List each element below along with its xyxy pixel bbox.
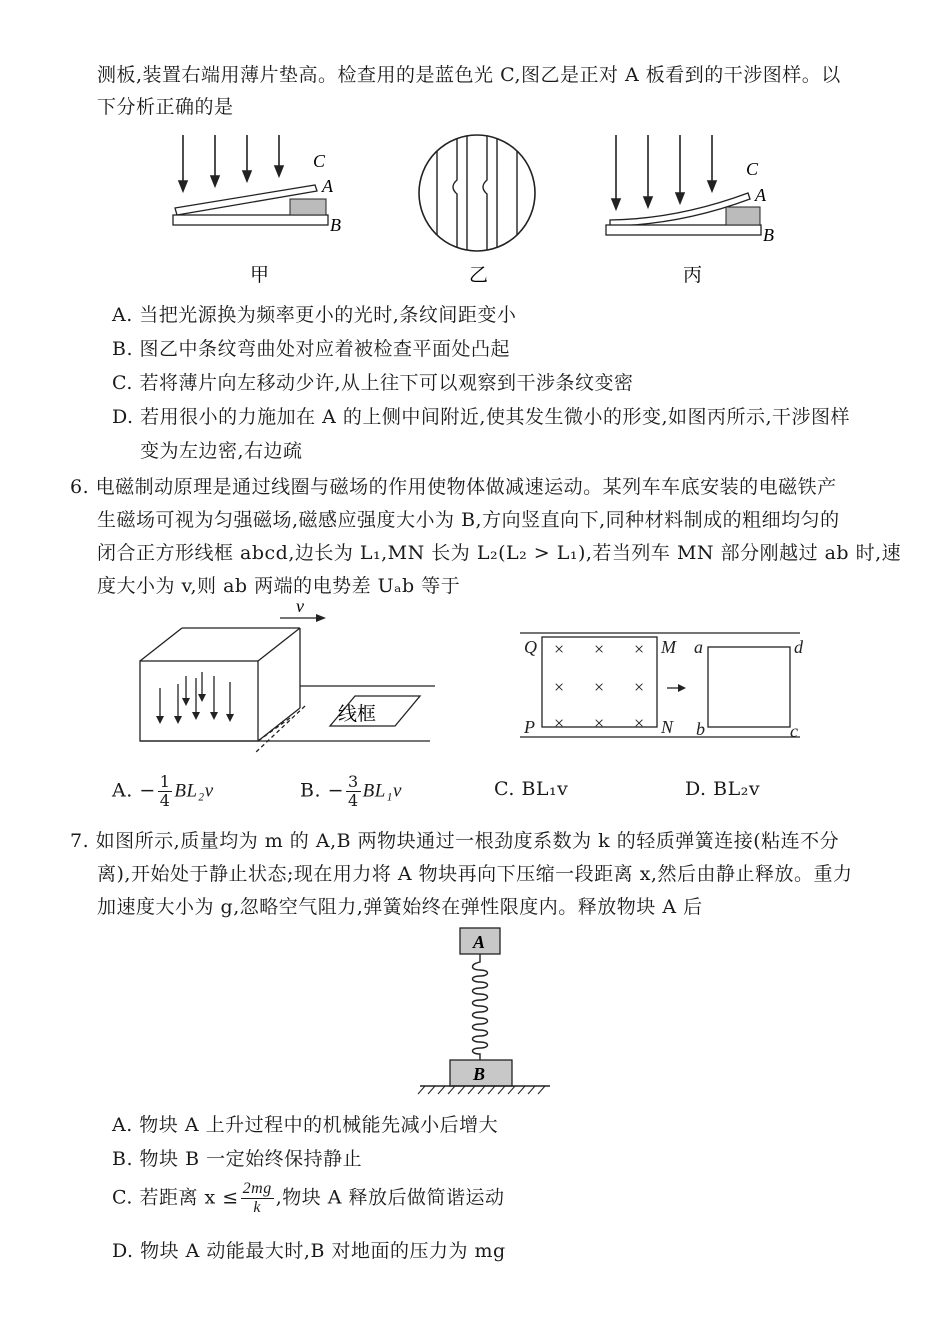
q6-option-b-tail: BL₁v [362,780,402,802]
q6-option-a-tail: BL₂v [174,780,214,802]
q6-option-a-label: A. [112,779,133,802]
cross-mark: × [594,677,605,697]
q7-option-b: B. 物块 B 一定始终保持静止 [112,1148,363,1170]
q5-bing-label-a: A [755,185,766,205]
q6-option-a-fraction [158,773,173,810]
q6-stem-line1: 6. 电磁制动原理是通过线圈与磁场的作用使物体做减速运动。某列车车底安装的电磁铁产 [70,476,837,498]
q7-stem-line3: 加速度大小为 g,忽略空气阻力,弹簧始终在弹性限度内。释放物块 A 后 [97,896,703,918]
q6-label-c: c [790,721,798,741]
cross-mark: × [634,677,645,697]
q6-stem-line3: 闭合正方形线框 abcd,边长为 L₁,MN 长为 L₂(L₂ > L₁),若当列车 MN 部分刚越过 ab 时,速 [97,542,902,564]
fraction-denominator: k [253,1199,261,1216]
q6-option-b [300,773,402,810]
fraction-denominator: 4 [347,791,359,810]
q5-option-c: C. 若将薄片向左移动少许,从上往下可以观察到干涉条纹变密 [112,372,634,394]
q5-option-d-line2: 变为左边密,右边疏 [140,440,303,462]
q6-label-q: Q [524,637,537,657]
cross-mark: × [554,639,565,659]
q5-bing-label-b: B [763,225,774,245]
q6-figure-topview [520,625,820,750]
q7-block-a-label: A [473,932,486,952]
q7-option-d: D. 物块 A 动能最大时,B 对地面的压力为 mg [112,1240,506,1262]
q6-option-b-sign: − [327,779,344,802]
q7-option-a: A. 物块 A 上升过程中的机械能先减小后增大 [112,1114,499,1136]
q5-option-d-line1: D. 若用很小的力施加在 A 的上侧中间附近,使其发生微小的形变,如图丙所示,干涉图样 [112,406,851,428]
q6-option-a-sign: − [139,779,156,802]
q6-stem-line4: 度大小为 v,则 ab 两端的电势差 Uₐb 等于 [97,575,461,597]
q5-jia-label-a: A [322,176,333,196]
q6-label-a: a [694,637,703,657]
fraction-denominator: 4 [159,791,171,810]
q6-option-c: C. BL₁v [494,778,569,800]
q6-figure-train [130,598,450,753]
fraction-numerator: 2mg [242,1180,272,1197]
q6-label-m: M [661,637,676,657]
fraction-numerator: 3 [347,772,359,791]
q7-figure-spring [415,922,555,1102]
q5-jia-label-c: C [313,151,326,171]
q6-stem-line2: 生磁场可视为匀强磁场,磁感应强度大小为 B,方向竖直向下,同种材料制成的粗细均匀的 [97,509,840,531]
q7-option-c-post: ,物块 A 释放后做简谐运动 [275,1186,505,1209]
q5-jia-label-b: B [330,215,341,235]
q5-option-b: B. 图乙中条纹弯曲处对应着被检查平面处凸起 [112,338,511,360]
q6-option-d: D. BL₂v [685,778,761,800]
q6-label-d: d [794,637,803,657]
q5-figure-yi [405,125,555,285]
cross-mark: × [634,713,645,733]
q6-option-a [112,773,214,810]
q6-velocity-label: v [296,598,304,616]
q7-option-c [112,1180,505,1217]
q7-option-c-pre: C. 若距离 x ≤ [112,1186,239,1209]
q7-stem-line2: 离),开始处于静止状态;现在用力将 A 物块再向下压缩一段距离 x,然后由静止释放。重力 [97,863,853,885]
q5-bing-label-c: C [746,159,759,179]
q6-field-crosses [554,639,644,733]
cross-mark: × [554,677,565,697]
fraction-numerator: 1 [159,772,171,791]
q6-label-p: P [524,717,535,737]
cross-mark: × [594,639,605,659]
cross-mark: × [634,639,645,659]
q6-option-b-fraction [346,773,361,810]
q6-frame-label: 线框 [338,703,377,725]
q5-figure-bing [598,125,798,285]
q7-option-c-fraction [241,1180,274,1217]
q5-caption-yi: 乙 [469,265,489,285]
q5-caption-bing: 丙 [683,265,703,285]
q7-spring [473,954,488,1060]
q5-stem-line1: 测板,装置右端用薄片垫高。检查用的是蓝色光 C,图乙是正对 A 板看到的干涉图样。以 [97,64,841,86]
q5-option-a: A. 当把光源换为频率更小的光时,条纹间距变小 [112,304,517,326]
q6-option-b-label: B. [300,779,322,802]
q5-stem-line2: 下分析正确的是 [97,96,234,118]
q7-stem-line1: 7. 如图所示,质量均为 m 的 A,B 两物块通过一根劲度系数为 k 的轻质弹簧连接(粘连不分 [70,830,840,852]
q7-ground-hatch [418,1086,545,1094]
q6-label-n: N [661,717,674,737]
cross-mark: × [554,713,565,733]
q7-block-b-label: B [473,1064,486,1084]
q6-label-b: b [696,719,705,739]
q5-caption-jia: 甲 [250,265,270,285]
q5-figure-jia [165,125,365,285]
cross-mark: × [594,713,605,733]
